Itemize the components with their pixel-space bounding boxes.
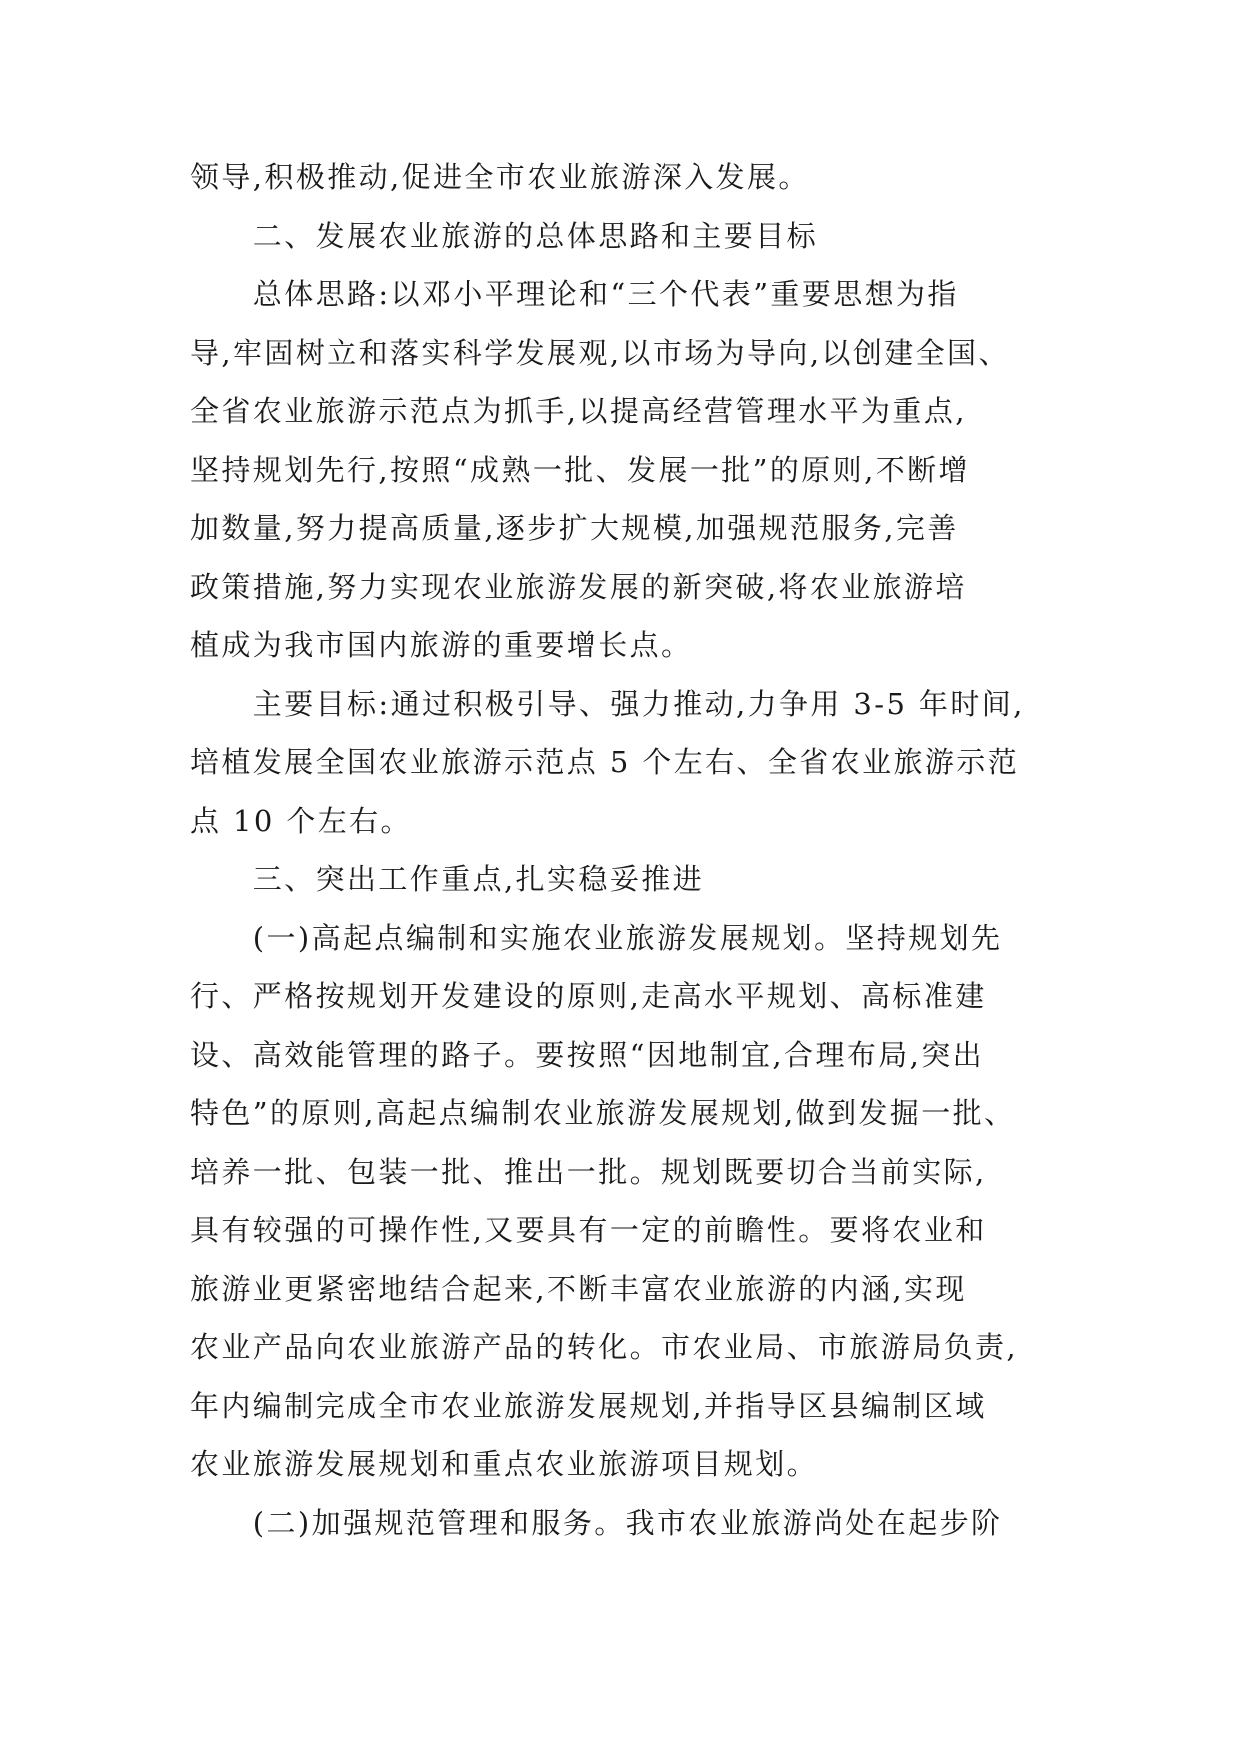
text-line: 具有较强的可操作性,又要具有一定的前瞻性。要将农业和 [190,1213,987,1247]
text-line: 全省农业旅游示范点为抓手,以提高经营管理水平为重点, [190,394,967,428]
text-line: 点 10 个左右。 [190,803,412,838]
text-line: 旅游业更紧密地结合起来,不断丰富农业旅游的内涵,实现 [190,1271,967,1306]
text-line: 加数量,努力提高质量,逐步扩大规模,加强规范服务,完善 [190,511,959,545]
text-line: 设、高效能管理的路子。要按照“因地制宜,合理布局,突出 [190,1037,985,1072]
text-line: (二)加强规范管理和服务。我市农业旅游尚处在起步阶 [190,1505,1003,1540]
text-line: 坚持规划先行,按照“成熟一批、发展一批”的原则,不断增 [190,452,970,487]
text-line: 培植发展全国农业旅游示范点 5 个左右、全省农业旅游示范 [190,745,1020,779]
text-line: 特色”的原则,高起点编制农业旅游发展规划,做到发掘一批、 [190,1096,1016,1130]
text-line: 政策措施,努力实现农业旅游发展的新突破,将农业旅游培 [190,569,967,604]
text-line: 导,牢固树立和落实科学发展观,以市场为导向,以创建全国、 [190,335,1010,370]
text-line: 总体思路:以邓小平理论和“三个代表”重要思想为指 [190,277,959,311]
text-line: 行、严格按规划开发建设的原则,走高水平规划、高标准建 [190,979,987,1013]
text-line: 主要目标:通过积极引导、强力推动,力争用 3-5 年时间, [190,686,1025,721]
text-line: 领导,积极推动,促进全市农业旅游深入发展。 [190,160,810,194]
text-line: 农业产品向农业旅游产品的转化。市农业局、市旅游局负责, [190,1330,1019,1364]
section-heading: 二、发展农业旅游的总体思路和主要目标 [190,218,819,253]
text-line: 植成为我市国内旅游的重要增长点。 [190,628,693,662]
text-line: 农业旅游发展规划和重点农业旅游项目规划。 [190,1447,819,1481]
text-line: 培养一批、包装一批、推出一批。规划既要切合当前实际, [190,1154,987,1189]
text-line: (一)高起点编制和实施农业旅游发展规划。坚持规划先 [190,920,1003,955]
body-text [190,148,1060,1552]
text-line: 年内编制完成全市农业旅游发展规划,并指导区县编制区域 [190,1388,987,1423]
section-heading: 三、突出工作重点,扎实稳妥推进 [190,862,705,896]
